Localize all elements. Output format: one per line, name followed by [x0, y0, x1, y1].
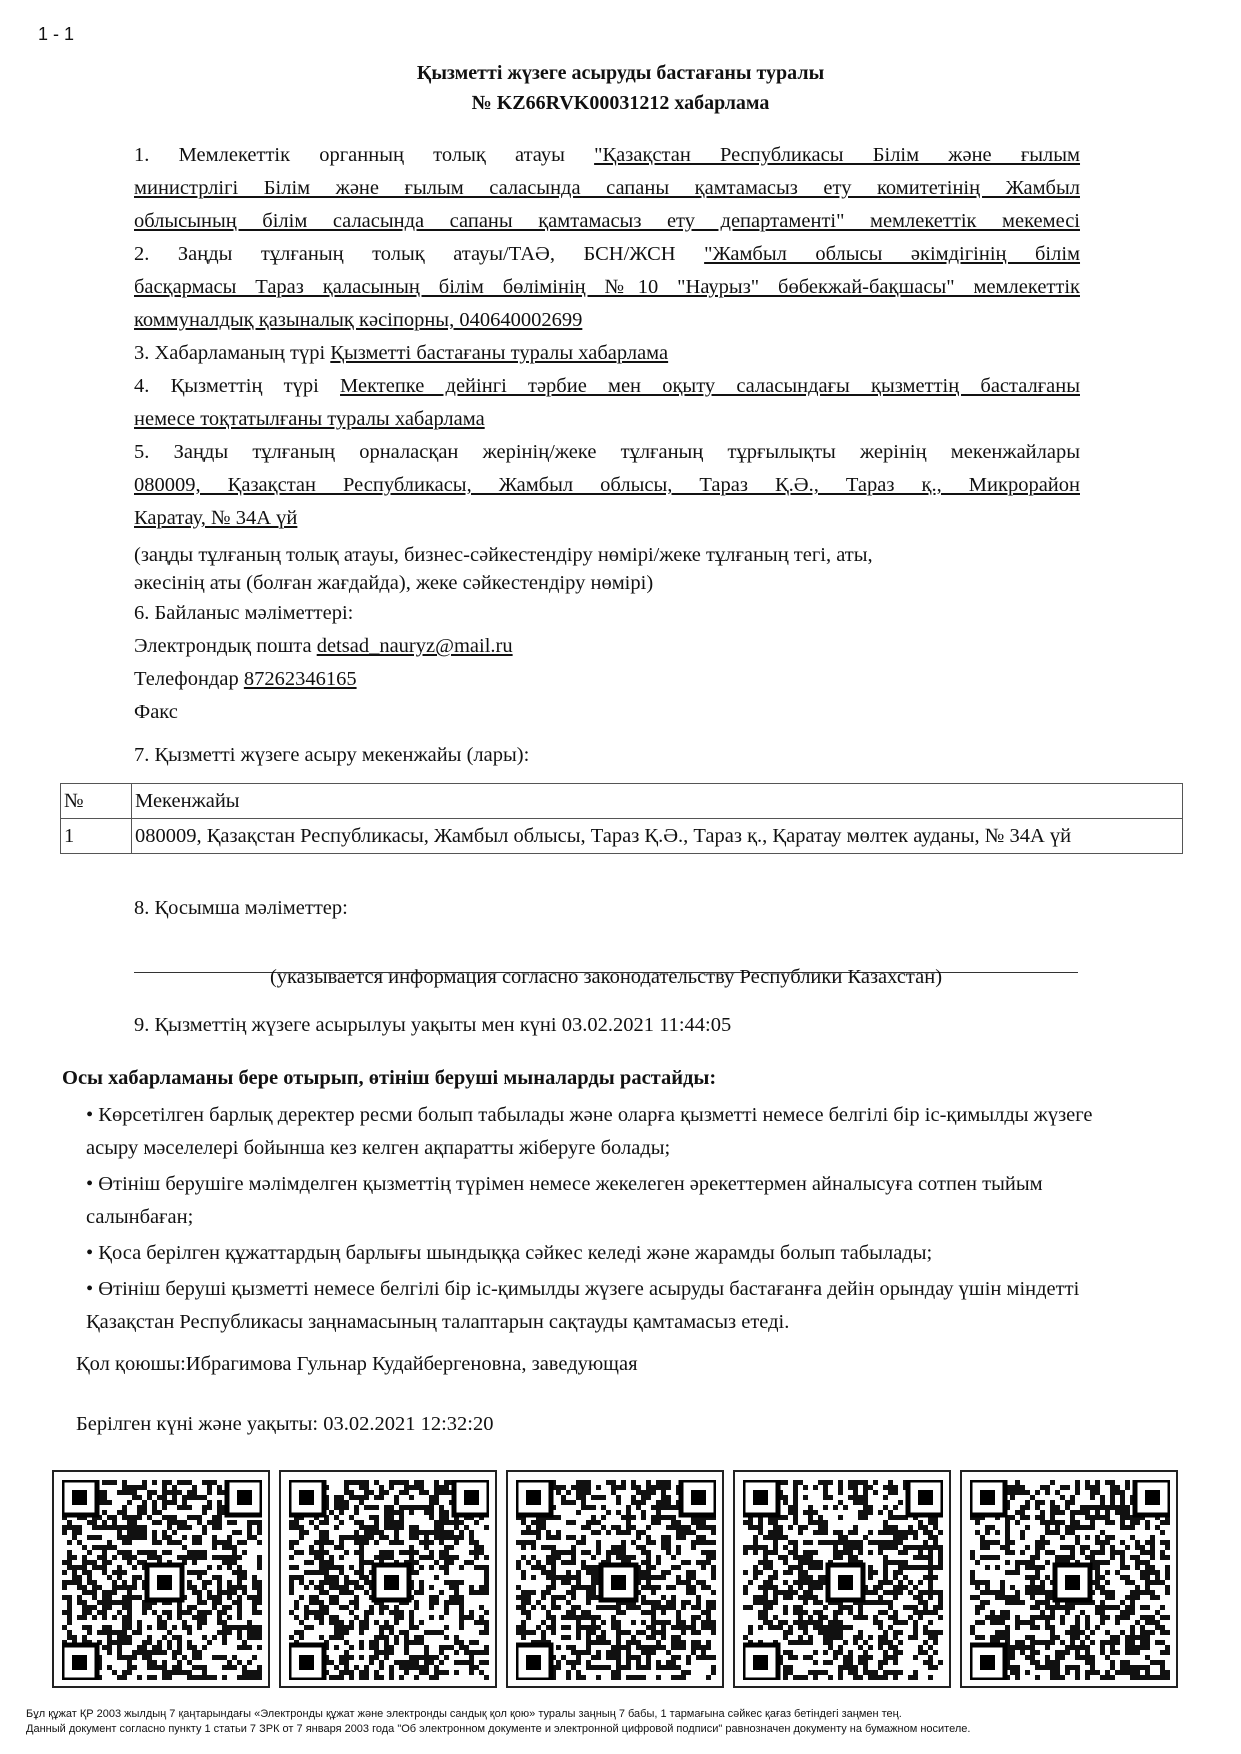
note-line-1: (заңды тұлғаның толық атауы, бизнес-сәйкестендіру нөмірі/жеке тұлғаның тегі, аты,: [134, 544, 873, 566]
list-item: • Өтініш беруші қызметті немесе белгілі бір іс-қимылды жүзеге асыруды бастағанға дейін орындау үшін міндетті Қазақстан Республикасы заңнамасының талаптарын сақтауды қамтамасыз етеді.: [86, 1278, 1080, 1333]
item-1-agency-name: [134, 139, 1080, 238]
item-4-line-1: 4. Қызметтің түрі Мектепке дейінгі тәрбие мен оқыту саласындағы қызметтің басталғаны: [134, 375, 1080, 397]
table-row: [61, 819, 1183, 854]
table-header-address: Мекенжайы: [132, 784, 1183, 819]
item-2-line-1: 2. Заңды тұлғаның толық атауы/ТАӘ, БСН/ЖСН "Жамбыл облысы әкімдігінің білім: [134, 243, 1081, 265]
qr-code: [733, 1470, 951, 1688]
item-5-line-1: 5. Заңды тұлғаның орналасқан жерінің/жеке тұлғаның тұрғылықты жерінің мекенжайлары: [134, 441, 1080, 463]
qr-pattern: [289, 1480, 489, 1680]
item-1-line-3: облысының білім саласында сапаны қамтамасыз ету департаменті" мемлекеттік мекемесі: [134, 210, 1080, 232]
phone-value: 87262346165: [243, 668, 357, 690]
email-value: detsad_nauryz@mail.ru: [316, 635, 513, 657]
qr-pattern: [970, 1480, 1170, 1680]
contacts-heading: 6. Байланыс мәліметтері:: [134, 602, 354, 624]
item-5-line-2: 080009, Қазақстан Республикасы, Жамбыл облысы, Тараз Қ.Ә., Тараз қ., Микрорайон: [134, 474, 1080, 496]
signer: Қол қоюшы:Ибрагимова Гульнар Кудайбергеновна, заведующая: [76, 1353, 638, 1375]
table-header-row: [61, 784, 1183, 819]
footer-line-kazakh: Бұл құжат ҚР 2003 жылдың 7 қаңтарындағы «Электронды құжат және электронды сандық қол қою» туралы заңның 7 бабы, 1 тармағына сәйкес қағаз бетіндегі заңмен тең.: [26, 1708, 902, 1720]
additional-info-heading: 8. Қосымша мәліметтер:: [134, 897, 348, 919]
qr-pattern: [743, 1480, 943, 1680]
qr-code: [279, 1470, 497, 1688]
email-row: [134, 632, 513, 660]
identity-note: [134, 541, 1080, 597]
table-header-number: №: [61, 784, 132, 819]
notice-type-value: Қызметті бастағаны туралы хабарлама: [330, 342, 669, 364]
page-number: 1 - 1: [38, 24, 75, 44]
item-3-notice-type: 3. Хабарламаның түрі Қызметті бастағаны туралы хабарлама: [134, 342, 669, 364]
list-item: • Өтініш берушіге мәлімделген қызметтің түрімен немесе жекелеген әрекеттермен айналысуға сотпен тыйым салынбаған;: [86, 1173, 1043, 1228]
table-cell-address: 080009, Қазақстан Республикасы, Жамбыл облысы, Тараз Қ.Ә., Тараз қ., Қаратау мөлтек ауданы, № 34А үй: [132, 819, 1183, 854]
list-item: • Қоса берілген құжаттардың барлығы шындыққа сәйкес келеді және жарамды болып табылады;: [86, 1242, 933, 1264]
confirmation-list: [86, 1099, 1116, 1342]
activity-address-heading: 7. Қызметті жүзеге асыру мекенжайы (лары):: [134, 744, 530, 766]
title-line-2: № KZ66RVK00031212 хабарлама: [471, 92, 770, 114]
additional-info-caption: (указывается информация согласно законодательству Республики Казахстан): [269, 966, 943, 988]
item-1-line-2: министрлігі Білім және ғылым саласында сапаны қамтамасыз ету комитетінің Жамбыл: [134, 177, 1080, 199]
item-2-line-2: басқармасы Тараз қаласының білім бөлімінің №10 "Наурыз" бөбекжай-бақшасы" мемлекеттік: [134, 276, 1080, 298]
item-4-activity-type: [134, 370, 1080, 436]
fax-label: Факс: [134, 701, 178, 723]
activity-type-value: Мектепке дейінгі тәрбие мен оқыту саласындағы қызметтің басталғаны: [340, 375, 1080, 397]
legal-entity-value: "Жамбыл облысы әкімдігінің білім: [704, 243, 1081, 265]
email-label: Электрондық пошта: [134, 635, 312, 657]
item-2-legal-entity: [134, 238, 1080, 337]
activity-address-table: [60, 783, 1183, 854]
item-4-line-2: немесе тоқтатылғаны туралы хабарлама: [134, 408, 485, 430]
phone-row: [134, 665, 357, 693]
item-2-line-3: коммуналдық қазыналық кәсіпорны, 040640002699: [134, 309, 583, 331]
issue-datetime: Берілген күні және уақыты: 03.02.2021 12:32:20: [76, 1413, 494, 1435]
legal-footer: [26, 1707, 970, 1737]
list-item: • Көрсетілген барлық деректер ресми болып табылады және оларға қызметті немесе белгілі бір іс-қимылды жүзеге асыру мәселелері бойынша кез келген ақпаратты жіберуге болады;: [86, 1104, 1093, 1159]
agency-name-value: "Қазақстан Республикасы Білім және ғылым: [594, 144, 1081, 166]
item-5-legal-address: [134, 436, 1080, 535]
table-cell-number: 1: [61, 819, 132, 854]
document-title: [0, 58, 1241, 118]
qr-code: [960, 1470, 1178, 1688]
qr-code: [506, 1470, 724, 1688]
item-1-line-1: 1. Мемлекеттік органның толық атауы "Қазақстан Республикасы Білім және ғылым: [134, 144, 1081, 166]
item-5-line-3: Каратау, № 34А үй: [134, 507, 298, 529]
note-line-2: әкесінің аты (болған жағдайда), жеке сәйкестендіру нөмірі): [134, 572, 654, 594]
qr-pattern: [516, 1480, 716, 1680]
confirmation-heading: Осы хабарламаны бере отырып, өтініш беруші мыналарды растайды:: [62, 1067, 717, 1089]
phone-label: Телефондар: [134, 668, 239, 690]
qr-pattern: [62, 1480, 262, 1680]
title-line-1: Қызметті жүзеге асыруды бастағаны туралы: [416, 62, 825, 84]
qr-code: [52, 1470, 270, 1688]
activity-datetime: 9. Қызметтің жүзеге асырылуы уақыты мен күні 03.02.2021 11:44:05: [134, 1014, 732, 1036]
footer-line-russian: Данный документ согласно пункту 1 статьи 7 ЗРК от 7 января 2003 года "Об электронном документе и электронной цифровой подписи" равнозначен документу на бумажном носителе.: [26, 1723, 971, 1735]
